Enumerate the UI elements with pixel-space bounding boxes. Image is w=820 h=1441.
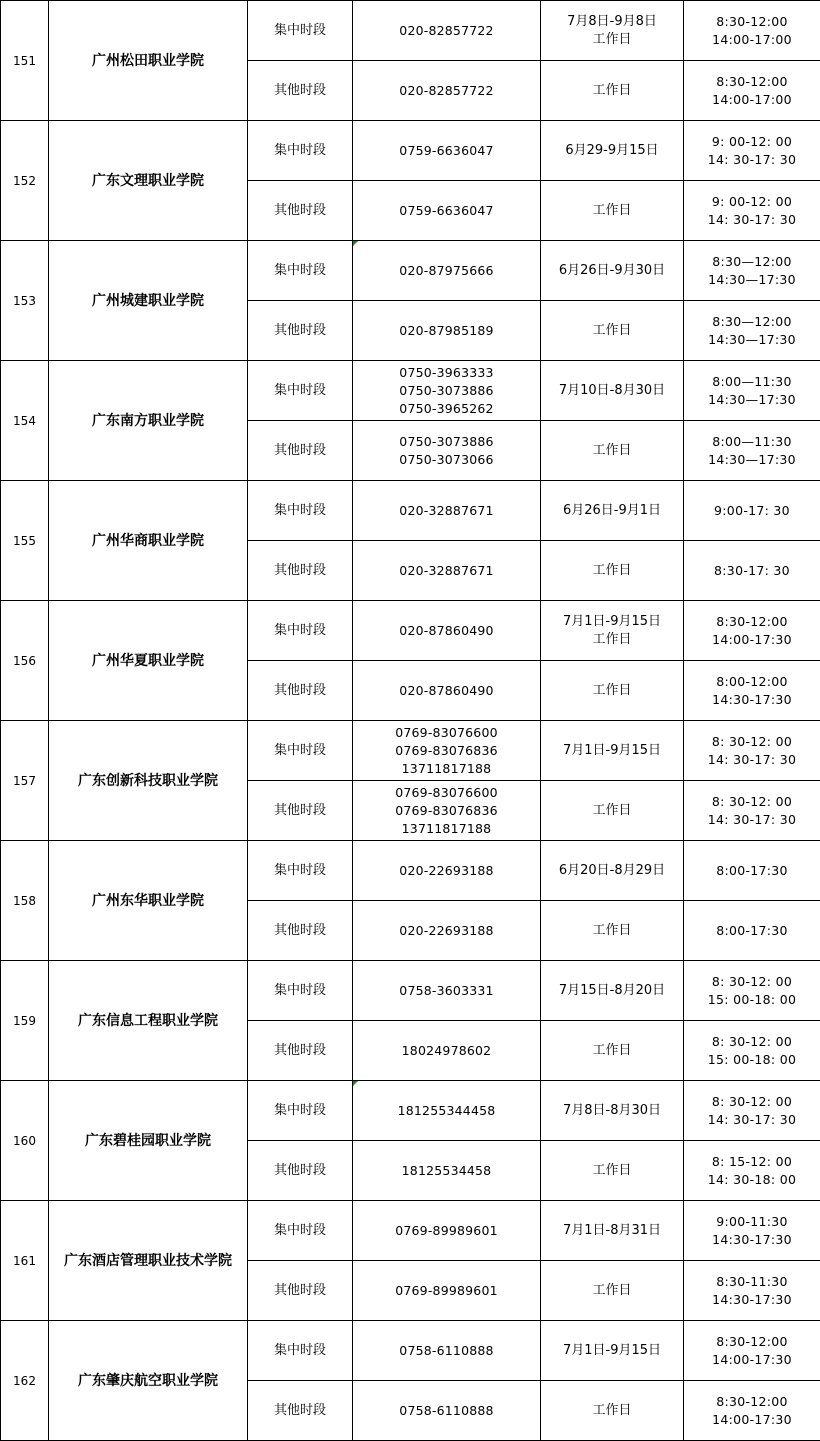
table-row (1, 1201, 820, 1261)
service-hours: 8:30-11:30 14:30-17:30 (684, 1261, 820, 1321)
row-number: 158 (1, 841, 49, 961)
contact-phone: 0750-3963333 0750-3073886 0750-3965262 (353, 361, 541, 421)
table-row (1, 601, 820, 661)
service-dates: 7月8日-9月8日 工作日 (541, 1, 684, 61)
service-hours: 8:30-17: 30 (684, 541, 820, 601)
service-dates: 工作日 (541, 661, 684, 721)
school-name: 广东南方职业学院 (49, 361, 248, 481)
service-dates: 7月15日-8月20日 (541, 961, 684, 1021)
contact-phone: 0769-83076600 0769-83076836 13711817188 (353, 721, 541, 781)
service-dates: 7月1日-9月15日 (541, 721, 684, 781)
table-body (1, 1, 820, 1441)
school-name: 广州华夏职业学院 (49, 601, 248, 721)
service-hours: 9: 00-12: 00 14: 30-17: 30 (684, 181, 820, 241)
service-dates: 工作日 (541, 1381, 684, 1441)
contact-phone: 020-87975666 (353, 241, 541, 301)
service-hours: 8:30-12:00 14:00-17:30 (684, 1381, 820, 1441)
row-number: 159 (1, 961, 49, 1081)
period-type: 集中时段 (248, 601, 353, 661)
period-type: 其他时段 (248, 1021, 353, 1081)
period-type: 其他时段 (248, 1381, 353, 1441)
service-hours: 9:00-11:30 14:30-17:30 (684, 1201, 820, 1261)
period-type: 集中时段 (248, 1, 353, 61)
row-number: 162 (1, 1321, 49, 1441)
service-hours: 8:00-17:30 (684, 841, 820, 901)
service-hours: 8:00-12:00 14:30-17:30 (684, 661, 820, 721)
table-row (1, 241, 820, 301)
period-type: 其他时段 (248, 1141, 353, 1201)
period-type: 其他时段 (248, 661, 353, 721)
service-dates: 7月8日-8月30日 (541, 1081, 684, 1141)
period-type: 集中时段 (248, 1201, 353, 1261)
table-row (1, 481, 820, 541)
contact-phone: 0769-83076600 0769-83076836 13711817188 (353, 781, 541, 841)
row-number: 153 (1, 241, 49, 361)
row-number: 157 (1, 721, 49, 841)
period-type: 集中时段 (248, 961, 353, 1021)
period-type: 集中时段 (248, 1081, 353, 1141)
contact-phone: 18125534458 (353, 1141, 541, 1201)
period-type: 其他时段 (248, 61, 353, 121)
row-number: 160 (1, 1081, 49, 1201)
service-hours: 8:00-17:30 (684, 901, 820, 961)
service-dates: 工作日 (541, 781, 684, 841)
contact-phone: 0769-89989601 (353, 1201, 541, 1261)
contact-phone: 020-32887671 (353, 541, 541, 601)
service-dates: 7月10日-8月30日 (541, 361, 684, 421)
service-hours: 8:30—12:00 14:30—17:30 (684, 241, 820, 301)
table-row (1, 961, 820, 1021)
service-dates: 工作日 (541, 301, 684, 361)
service-dates: 7月1日-9月15日 (541, 1321, 684, 1381)
service-hours: 8:00—11:30 14:30—17:30 (684, 421, 820, 481)
table-row (1, 1081, 820, 1141)
period-type: 其他时段 (248, 541, 353, 601)
school-name: 广州城建职业学院 (49, 241, 248, 361)
table-row (1, 841, 820, 901)
table-row (1, 721, 820, 781)
school-name: 广东碧桂园职业学院 (49, 1081, 248, 1201)
service-hours: 9: 00-12: 00 14: 30-17: 30 (684, 121, 820, 181)
period-type: 集中时段 (248, 721, 353, 781)
row-number: 154 (1, 361, 49, 481)
contact-phone: 020-87985189 (353, 301, 541, 361)
contact-phone: 18024978602 (353, 1021, 541, 1081)
service-hours: 8: 30-12: 00 14: 30-17: 30 (684, 781, 820, 841)
period-type: 集中时段 (248, 1321, 353, 1381)
service-hours: 8: 30-12: 00 14: 30-17: 30 (684, 1081, 820, 1141)
period-type: 集中时段 (248, 121, 353, 181)
row-number: 151 (1, 1, 49, 121)
contact-phone: 020-22693188 (353, 901, 541, 961)
row-number: 161 (1, 1201, 49, 1321)
school-name: 广州华商职业学院 (49, 481, 248, 601)
service-hours: 8:30-12:00 14:00-17:00 (684, 61, 820, 121)
school-name: 广州东华职业学院 (49, 841, 248, 961)
service-dates: 工作日 (541, 181, 684, 241)
row-number: 155 (1, 481, 49, 601)
service-hours: 9:00-17: 30 (684, 481, 820, 541)
period-type: 集中时段 (248, 361, 353, 421)
contact-phone: 0759-6636047 (353, 181, 541, 241)
contact-phone: 181255344458 (353, 1081, 541, 1141)
service-dates: 6月20日-8月29日 (541, 841, 684, 901)
contact-phone: 020-87860490 (353, 661, 541, 721)
row-number: 152 (1, 121, 49, 241)
table-row (1, 1, 820, 61)
service-hours: 8: 30-12: 00 14: 30-17: 30 (684, 721, 820, 781)
service-dates: 工作日 (541, 1261, 684, 1321)
contact-phone: 020-87860490 (353, 601, 541, 661)
contact-phone: 020-22693188 (353, 841, 541, 901)
period-type: 其他时段 (248, 301, 353, 361)
school-name: 广东文理职业学院 (49, 121, 248, 241)
contact-phone: 0769-89989601 (353, 1261, 541, 1321)
service-hours: 8:30—12:00 14:30—17:30 (684, 301, 820, 361)
contact-phone: 0750-3073886 0750-3073066 (353, 421, 541, 481)
service-dates: 6月26日-9月30日 (541, 241, 684, 301)
school-name: 广东酒店管理职业技术学院 (49, 1201, 248, 1321)
period-type: 集中时段 (248, 841, 353, 901)
service-dates: 7月1日-9月15日 工作日 (541, 601, 684, 661)
contact-phone: 0759-6636047 (353, 121, 541, 181)
period-type: 其他时段 (248, 901, 353, 961)
service-dates: 工作日 (541, 901, 684, 961)
service-hours: 8:30-12:00 14:00-17:30 (684, 601, 820, 661)
table-row (1, 121, 820, 181)
service-hours: 8: 30-12: 00 15: 00-18: 00 (684, 961, 820, 1021)
service-dates: 6月29-9月15日 (541, 121, 684, 181)
period-type: 集中时段 (248, 241, 353, 301)
service-dates: 工作日 (541, 1141, 684, 1201)
service-dates: 工作日 (541, 1021, 684, 1081)
service-dates: 工作日 (541, 61, 684, 121)
period-type: 其他时段 (248, 781, 353, 841)
row-number: 156 (1, 601, 49, 721)
service-dates: 工作日 (541, 421, 684, 481)
contact-phone: 0758-6110888 (353, 1381, 541, 1441)
contact-phone: 0758-6110888 (353, 1321, 541, 1381)
contact-phone: 0758-3603331 (353, 961, 541, 1021)
contact-phone: 020-82857722 (353, 1, 541, 61)
table-row (1, 1321, 820, 1381)
service-dates: 工作日 (541, 541, 684, 601)
contact-phone: 020-32887671 (353, 481, 541, 541)
service-hours: 8: 30-12: 00 15: 00-18: 00 (684, 1021, 820, 1081)
period-type: 集中时段 (248, 481, 353, 541)
service-dates: 7月1日-8月31日 (541, 1201, 684, 1261)
service-hours: 8: 15-12: 00 14: 30-18: 00 (684, 1141, 820, 1201)
service-dates: 6月26日-9月1日 (541, 481, 684, 541)
period-type: 其他时段 (248, 181, 353, 241)
contact-phone: 020-82857722 (353, 61, 541, 121)
school-name: 广东信息工程职业学院 (49, 961, 248, 1081)
table-row (1, 361, 820, 421)
period-type: 其他时段 (248, 1261, 353, 1321)
school-name: 广东创新科技职业学院 (49, 721, 248, 841)
school-name: 广州松田职业学院 (49, 1, 248, 121)
school-name: 广东肇庆航空职业学院 (49, 1321, 248, 1441)
period-type: 其他时段 (248, 421, 353, 481)
service-hours: 8:30-12:00 14:00-17:30 (684, 1321, 820, 1381)
service-hours: 8:30-12:00 14:00-17:00 (684, 1, 820, 61)
service-hours: 8:00—11:30 14:30—17:30 (684, 361, 820, 421)
